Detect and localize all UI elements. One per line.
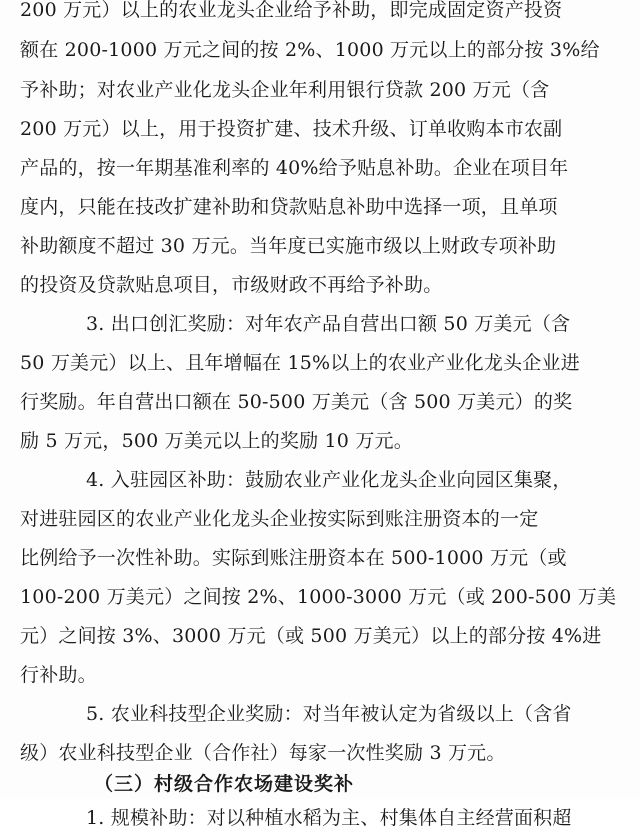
paragraph-line: 的投资及贷款贴息项目，市级财政不再给予补助。 bbox=[20, 274, 443, 296]
paragraph-line: 额在 200-1000 万元之间的按 2%、1000 万元以上的部分按 3%给 bbox=[20, 39, 600, 61]
paragraph-line: 产品的，按一年期基准利率的 40%给予贴息补助。企业在项目年 bbox=[20, 157, 569, 179]
paragraph-line: 行补助。 bbox=[20, 664, 97, 686]
paragraph-line: 元）之间按 3%、3000 万元（或 500 万美元）以上的部分按 4%进 bbox=[20, 625, 602, 647]
section-heading-export-reward: 3. 出口创汇奖励：对年农产品自营出口额 50 万美元（含 bbox=[86, 313, 571, 335]
paragraph-line: 比例给予一次性补助。实际到账注册资本在 500-1000 万元（或 bbox=[20, 547, 567, 569]
paragraph-line: 补助额度不超过 30 万元。当年度已实施市级以上财政专项补助 bbox=[20, 235, 557, 257]
paragraph-line: 级）农业科技型企业（合作社）每家一次性奖励 3 万元。 bbox=[20, 742, 506, 764]
section-heading-scale-subsidy: 1. 规模补助：对以种植水稻为主、村集体自主经营面积超 bbox=[86, 807, 572, 829]
paragraph-line: 50 万美元）以上、且年增幅在 15%以上的农业产业化龙头企业进 bbox=[20, 352, 580, 374]
section-heading-tech-enterprise: 5. 农业科技型企业奖励：对当年被认定为省级以上（含省 bbox=[86, 703, 572, 725]
paragraph-line: 行奖励。年自营出口额在 50-500 万美元（含 500 万美元）的奖 bbox=[20, 391, 573, 413]
subsection-heading-village-farm: （三）村级合作农场建设奖补 bbox=[94, 773, 355, 795]
paragraph-line: 100-200 万美元）之间按 2%、1000-3000 万元（或 200-500 万美 bbox=[20, 586, 617, 608]
paragraph-line: 200 万元）以上的农业龙头企业给予补助，即完成固定资产投资 bbox=[20, 0, 563, 21]
paragraph-line: 予补助；对农业产业化龙头企业年利用银行贷款 200 万元（含 bbox=[20, 79, 550, 101]
paragraph-line: 200 万元）以上，用于投资扩建、技术升级、订单收购本市农副 bbox=[20, 118, 563, 140]
paragraph-line: 度内，只能在技改扩建补助和贷款贴息补助中选择一项，且单项 bbox=[20, 196, 558, 218]
section-heading-park-subsidy: 4. 入驻园区补助：鼓励农业产业化龙头企业向园区集聚， bbox=[86, 469, 572, 491]
paragraph-line: 对进驻园区的农业产业化龙头企业按实际到账注册资本的一定 bbox=[20, 508, 539, 530]
paragraph-line: 励 5 万元，500 万美元以上的奖励 10 万元。 bbox=[20, 430, 413, 452]
